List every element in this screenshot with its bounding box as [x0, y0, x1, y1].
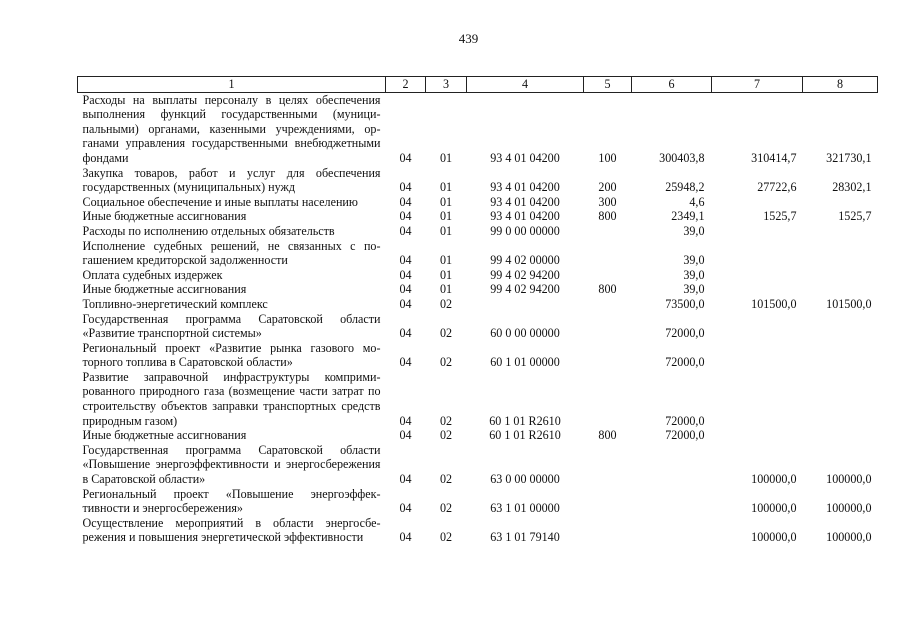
row-expense-type: 200 [598, 180, 617, 195]
row-description: Иные бюджетные ассигнования [82, 428, 247, 443]
row-section: 04 [399, 267, 412, 282]
row-target-article: 60 0 00 00000 [490, 326, 560, 341]
row-description: Иные бюджетные ассигнования [82, 282, 247, 297]
table-row [78, 195, 878, 210]
row-section: 04 [399, 326, 412, 341]
table-row [78, 224, 878, 239]
row-amount-col7 [712, 268, 803, 283]
row-subsection: 01 [439, 194, 453, 209]
row-amount-col7 [712, 341, 803, 370]
row-description: Расходы на выплаты персоналу в целях обеспечения выполнения функций государственными (муниципальными) органами, казенными учреждениями, органами управления государственными внебюджетными фондами [82, 92, 381, 165]
table-row [78, 92, 878, 165]
row-amount-col7 [712, 370, 803, 428]
row-amount-col7: 100000,0 [751, 472, 797, 487]
row-description: Иные бюджетные ассигнования [82, 209, 247, 224]
row-target-article: 99 4 02 94200 [490, 282, 560, 297]
row-amount-col6 [632, 443, 712, 487]
row-subsection: 02 [439, 296, 453, 311]
table-row [78, 516, 878, 545]
row-expense-type [584, 341, 632, 370]
row-target-article: 60 1 01 R2610 [489, 413, 561, 428]
row-amount-col8: 100000,0 [826, 472, 872, 487]
row-subsection: 01 [439, 209, 453, 224]
row-subsection: 02 [439, 326, 453, 341]
table-row [78, 166, 878, 195]
row-amount-col8 [803, 268, 878, 283]
row-amount-col6: 73500,0 [665, 296, 705, 311]
row-section: 04 [399, 209, 412, 224]
row-amount-col6: 39,0 [683, 253, 705, 268]
row-amount-col6: 72000,0 [665, 428, 705, 443]
row-expense-type [584, 516, 632, 545]
row-description: Осуществление мероприятий в области энергосбережения и повышения энергетической эффективности [82, 515, 381, 545]
row-amount-col6: 39,0 [683, 223, 705, 238]
table-row [78, 297, 878, 312]
table-row [78, 428, 878, 443]
table-row [78, 268, 878, 283]
row-target-article: 93 4 01 04200 [490, 150, 560, 165]
header-cell: 8 [803, 77, 878, 93]
row-subsection: 01 [439, 180, 453, 195]
row-section: 04 [399, 282, 412, 297]
row-target-article: 93 4 01 04200 [490, 180, 560, 195]
row-expense-type [584, 487, 632, 516]
header-cell: 3 [426, 77, 467, 93]
row-section: 04 [399, 472, 412, 487]
row-amount-col8 [803, 341, 878, 370]
row-amount-col7: 310414,7 [751, 150, 797, 165]
row-target-article: 99 0 00 00000 [490, 223, 560, 238]
table-row [78, 341, 878, 370]
row-section: 04 [399, 180, 412, 195]
header-cell: 6 [632, 77, 712, 93]
table-row [78, 209, 878, 224]
row-amount-col8 [803, 224, 878, 239]
row-expense-type [584, 312, 632, 341]
row-amount-col8 [803, 370, 878, 428]
row-expense-type: 800 [598, 209, 617, 224]
table-row [78, 282, 878, 297]
header-cell: 2 [386, 77, 426, 93]
row-amount-col6: 25948,2 [665, 180, 705, 195]
row-amount-col7 [712, 282, 803, 297]
header-row [78, 77, 878, 93]
budget-table [77, 76, 878, 545]
row-amount-col7: 100000,0 [751, 530, 797, 545]
header-cell: 4 [467, 77, 584, 93]
row-subsection: 01 [439, 223, 453, 238]
row-subsection: 01 [439, 253, 453, 268]
row-amount-col8: 1525,7 [838, 209, 872, 224]
row-description: Региональный проект «Развитие рынка газового моторного топлива в Саратовской области» [82, 340, 381, 370]
row-subsection: 02 [439, 428, 453, 443]
row-amount-col7 [712, 195, 803, 210]
row-section: 04 [399, 150, 412, 165]
header-cell: 1 [78, 77, 386, 93]
row-section: 04 [399, 253, 412, 268]
page-number: 439 [458, 31, 479, 46]
row-section: 04 [399, 296, 412, 311]
row-amount-col7: 1525,7 [763, 209, 797, 224]
row-subsection: 02 [439, 355, 453, 370]
row-subsection: 01 [439, 282, 453, 297]
row-expense-type: 800 [598, 428, 617, 443]
row-description: Закупка товаров, работ и услуг для обеспечения государственных (муниципальных) нужд [82, 165, 381, 195]
row-amount-col8: 321730,1 [826, 150, 872, 165]
row-amount-col8 [803, 312, 878, 341]
header-cell: 7 [712, 77, 803, 93]
table-row [78, 487, 878, 516]
row-amount-col6: 2349,1 [671, 209, 705, 224]
row-amount-col7 [712, 428, 803, 443]
row-description: Оплата судебных издержек [82, 267, 223, 282]
row-section: 04 [399, 428, 412, 443]
row-section: 04 [399, 413, 412, 428]
row-description: Региональный проект «Повышение энергоэффективности и энергосбережения» [82, 486, 381, 516]
row-target-article: 93 4 01 04200 [490, 209, 560, 224]
row-description: Социальное обеспечение и иные выплаты населению [82, 194, 358, 209]
row-amount-col8: 28302,1 [832, 180, 872, 195]
row-expense-type [584, 443, 632, 487]
table-body [78, 92, 878, 545]
row-expense-type [584, 297, 632, 312]
row-amount-col6: 39,0 [683, 267, 705, 282]
row-subsection: 02 [439, 501, 453, 516]
row-expense-type [584, 268, 632, 283]
row-target-article: 99 4 02 00000 [490, 253, 560, 268]
row-amount-col8 [803, 239, 878, 268]
row-amount-col7 [712, 239, 803, 268]
table-row [78, 443, 878, 487]
row-description: Государственная программа Саратовской области «Повышение энергоэффективности и энергосбережения в Саратовской области» [82, 442, 381, 487]
table-header [78, 77, 878, 93]
row-amount-col7 [712, 224, 803, 239]
row-section: 04 [399, 501, 412, 516]
table-row [78, 370, 878, 428]
row-section: 04 [399, 194, 412, 209]
row-section: 04 [399, 355, 412, 370]
row-amount-col7 [712, 312, 803, 341]
row-amount-col8: 100000,0 [826, 501, 872, 516]
row-amount-col6 [632, 516, 712, 545]
row-amount-col6 [632, 487, 712, 516]
row-amount-col6: 72000,0 [665, 326, 705, 341]
table-row [78, 239, 878, 268]
row-amount-col7: 101500,0 [751, 296, 797, 311]
row-amount-col8: 100000,0 [826, 530, 872, 545]
row-expense-type [584, 370, 632, 428]
row-expense-type: 100 [598, 150, 617, 165]
row-description: Расходы по исполнению отдельных обязательств [82, 223, 335, 238]
row-description: Топливно-энергетический комплекс [82, 296, 268, 311]
row-target-article [467, 297, 584, 312]
row-description: Государственная программа Саратовской области «Развитие транспортной системы» [82, 311, 381, 341]
header-cell: 5 [584, 77, 632, 93]
row-expense-type: 800 [598, 282, 617, 297]
row-amount-col8 [803, 282, 878, 297]
row-amount-col6: 4,6 [689, 194, 705, 209]
row-amount-col7: 27722,6 [757, 180, 797, 195]
row-description: Исполнение судебных решений, не связанных с погашением кредиторской задолженности [82, 238, 381, 268]
row-subsection: 02 [439, 472, 453, 487]
row-target-article: 60 1 01 R2610 [489, 428, 561, 443]
row-subsection: 01 [439, 150, 453, 165]
row-subsection: 01 [439, 267, 453, 282]
row-description: Развитие заправочной инфраструктуры компримированного природного газа (возмещение части затрат по строительству объектов заправки транспортных средств природным газом) [82, 369, 381, 428]
row-target-article: 63 1 01 79140 [490, 530, 560, 545]
row-expense-type: 300 [598, 194, 617, 209]
row-amount-col7: 100000,0 [751, 501, 797, 516]
row-subsection: 02 [439, 530, 453, 545]
row-amount-col6: 72000,0 [665, 355, 705, 370]
row-amount-col8 [803, 428, 878, 443]
row-target-article: 93 4 01 04200 [490, 194, 560, 209]
row-amount-col6: 72000,0 [665, 413, 705, 428]
row-target-article: 60 1 01 00000 [490, 355, 560, 370]
row-amount-col6: 39,0 [683, 282, 705, 297]
row-target-article: 63 1 01 00000 [490, 501, 560, 516]
row-section: 04 [399, 223, 412, 238]
table-row [78, 312, 878, 341]
row-target-article: 63 0 00 00000 [490, 472, 560, 487]
row-subsection: 02 [439, 413, 453, 428]
row-section: 04 [399, 530, 412, 545]
row-amount-col8: 101500,0 [826, 296, 872, 311]
row-expense-type [584, 224, 632, 239]
row-amount-col6: 300403,8 [659, 150, 705, 165]
row-target-article: 99 4 02 94200 [490, 267, 560, 282]
row-amount-col8 [803, 195, 878, 210]
row-expense-type [584, 239, 632, 268]
